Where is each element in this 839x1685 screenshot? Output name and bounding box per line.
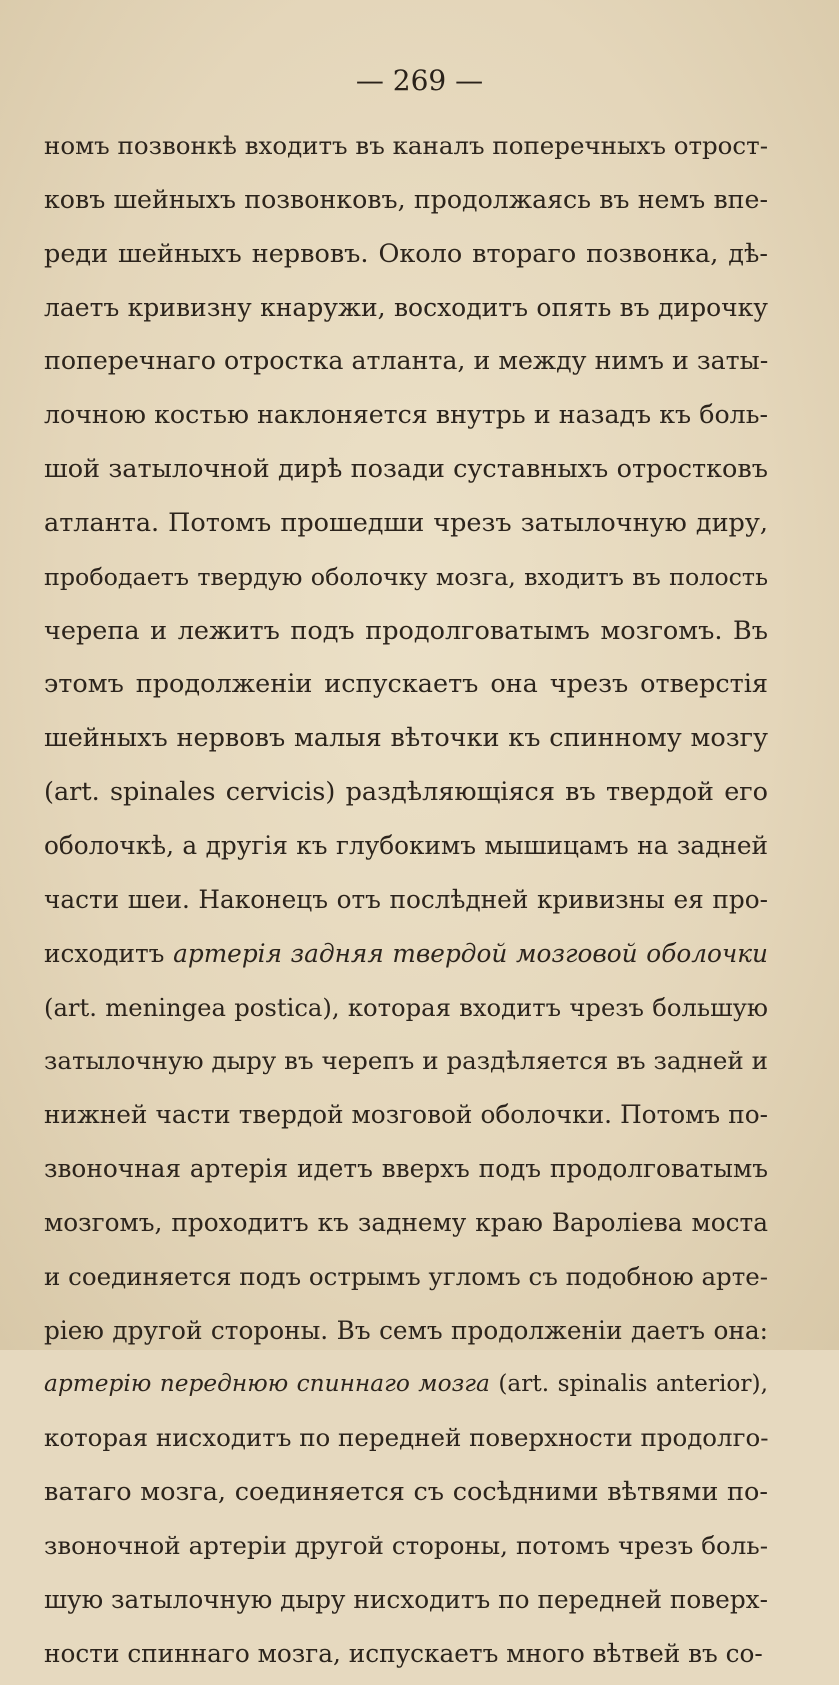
text-segment: (art. spinales cervicis) раздѣляющіяся въ твердой его	[44, 777, 768, 808]
text-segment: мозгомъ, проходитъ къ заднему краю Вароліева моста	[44, 1207, 768, 1237]
text-line	[44, 1147, 768, 1201]
text-segment: лочною костью наклоняется внутрь и назадъ къ боль-	[44, 400, 768, 430]
text-line	[44, 124, 768, 178]
text-line	[44, 1470, 768, 1524]
text-line	[44, 1309, 768, 1363]
text-segment: шейныхъ нервовъ малыя вѣточки къ спинному мозгу	[44, 723, 768, 754]
body-text	[44, 124, 768, 1685]
text-segment: ковъ шейныхъ позвонковъ, продолжаясь въ немъ впе-	[44, 184, 768, 214]
text-segment: атланта. Потомъ прошедши чрезъ затылочную диру,	[44, 507, 768, 538]
text-line	[44, 447, 768, 501]
text-segment: части шеи. Наконецъ отъ послѣдней кривизны ея про-	[44, 884, 768, 914]
text-line	[44, 393, 768, 447]
text-segment: номъ позвонкѣ входитъ въ каналъ поперечныхъ отрост-	[44, 131, 768, 160]
text-line	[44, 1362, 768, 1416]
text-segment: и соединяется подъ острымъ угломъ съ подобною арте-	[44, 1261, 769, 1291]
text-line	[44, 932, 768, 986]
text-segment: шую затылочную дыру нисходитъ по передней поверх-	[44, 1584, 768, 1614]
text-line	[44, 770, 768, 824]
text-segment: (art. spinalis anterior),	[489, 1370, 768, 1398]
text-segment: нижней части твердой мозговой оболочки. Потомъ по-	[44, 1100, 768, 1130]
text-segment: (art. meningea postica), которая входитъ чрезъ большую	[44, 992, 768, 1022]
text-segment: исходитъ	[44, 938, 174, 968]
text-line	[44, 824, 768, 878]
text-segment: ватаго мозга, соединяется съ сосѣдними вѣтвями по-	[44, 1477, 768, 1508]
text-line	[44, 1578, 768, 1632]
text-line	[44, 662, 768, 716]
text-line	[44, 555, 768, 609]
text-line	[44, 878, 768, 932]
text-segment: которая нисходитъ по передней поверхности продолго-	[44, 1423, 769, 1453]
text-line	[44, 1093, 768, 1147]
text-line	[44, 339, 768, 393]
text-segment: прободаетъ твердую оболочку мозга, входитъ въ полость	[44, 562, 768, 591]
text-segment: черепа и лежитъ подъ продолговатымъ мозгомъ. Въ	[44, 615, 768, 646]
text-segment: поперечнаго отростка атланта, и между нимъ и заты-	[44, 346, 769, 376]
text-segment: затылочную дыру въ черепъ и раздѣляется въ задней и	[44, 1046, 768, 1076]
text-segment: ріею другой стороны. Въ семъ продолженіи даетъ она:	[44, 1315, 768, 1345]
text-line	[44, 1039, 768, 1093]
text-line	[44, 1255, 768, 1309]
text-line	[44, 501, 768, 555]
text-segment: лаетъ кривизну кнаружи, восходитъ опять въ дирочку	[44, 292, 768, 322]
text-segment: реди шейныхъ нервовъ. Около втораго позвонка, дѣ-	[44, 238, 768, 269]
text-line	[44, 1416, 768, 1470]
text-segment: этомъ продолженіи испускаетъ она чрезъ отверстія	[44, 669, 768, 700]
text-segment: звоночной артеріи другой стороны, потомъ чрезъ боль-	[44, 1530, 768, 1560]
page-number: — 269 —	[355, 64, 484, 97]
text-line	[44, 232, 768, 286]
text-line	[44, 609, 768, 663]
text-segment: ности спиннаго мозга, испускаетъ много вѣтвей въ со-	[44, 1638, 763, 1668]
text-segment: шой затылочной дирѣ позади суставныхъ отростковъ	[44, 454, 768, 485]
text-segment: звоночная артерія идетъ вверхъ подъ продолговатымъ	[44, 1154, 768, 1184]
text-line	[44, 286, 768, 340]
text-line	[44, 986, 768, 1040]
text-line	[44, 716, 768, 770]
text-line	[44, 1201, 768, 1255]
text-line	[44, 1524, 768, 1578]
italic-term: артерію переднюю спиннаго мозга	[44, 1370, 490, 1398]
text-line	[44, 178, 768, 232]
text-line	[44, 1632, 768, 1685]
text-segment: оболочкѣ, а другія къ глубокимъ мышицамъ на задней	[44, 830, 768, 860]
italic-term: артерія задняя твердой мозговой оболочки	[173, 938, 768, 968]
